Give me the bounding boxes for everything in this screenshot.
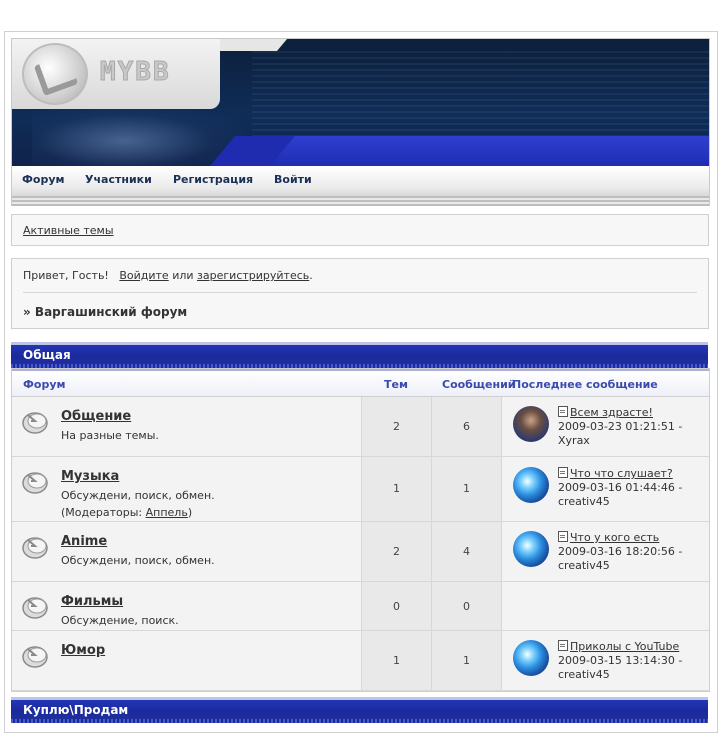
greeting-text: Привет, Гость!: [23, 269, 109, 282]
active-topics-box: [11, 214, 709, 246]
last-post-cell: [502, 397, 709, 456]
forum-cell: [12, 631, 362, 690]
moderators-suffix: ): [187, 506, 193, 519]
forum-desc-text: На разные темы.: [61, 429, 159, 442]
nav-register-link[interactable]: Регистрация: [173, 173, 254, 186]
document-icon: [558, 640, 568, 651]
end-punct: .: [309, 269, 313, 282]
topics-count-cell: [362, 522, 432, 581]
last-post-date: 2009-03-16 01:44:46 -: [558, 481, 683, 494]
table-row: [12, 397, 709, 457]
last-post-user[interactable]: creativ45: [558, 495, 610, 508]
table-row: [12, 631, 709, 691]
forum-status-icon: [22, 594, 50, 620]
register-link[interactable]: зарегистрируйтесь: [197, 269, 310, 282]
avatar[interactable]: [513, 640, 549, 676]
main-nav: [11, 166, 710, 196]
topics-count: 2: [393, 420, 400, 433]
forum-status-icon: [22, 534, 50, 560]
nav-forum-link[interactable]: Форум: [22, 173, 65, 186]
last-post-cell: [502, 631, 709, 690]
topics-count: 0: [393, 600, 400, 613]
forum-description: [61, 487, 215, 521]
last-post-info: [558, 406, 708, 448]
or-text: или: [172, 269, 194, 282]
table-row: [12, 522, 709, 582]
posts-count-cell: [432, 582, 502, 630]
last-post-cell: [502, 457, 709, 521]
greeting-line: [23, 269, 313, 282]
table-row: [12, 457, 709, 522]
last-post-cell: [502, 522, 709, 581]
nav-members-link[interactable]: Участники: [85, 173, 152, 186]
category-title[interactable]: Куплю\Продам: [23, 703, 129, 717]
posts-count: 6: [463, 420, 470, 433]
last-post-date: 2009-03-15 13:14:30 -: [558, 654, 683, 667]
banner-blue-band: [262, 136, 709, 167]
forum-status-icon: [22, 409, 50, 435]
welcome-box: [11, 258, 709, 329]
last-post-user[interactable]: creativ45: [558, 668, 610, 681]
document-icon: [558, 406, 568, 417]
forum-cell: [12, 397, 362, 456]
forum-description: [61, 612, 179, 629]
forum-status-icon: [22, 469, 50, 495]
forum-cell: [12, 582, 362, 630]
topics-count-cell: [362, 631, 432, 690]
posts-count: 1: [463, 654, 470, 667]
avatar[interactable]: [513, 467, 549, 503]
topics-count-cell: [362, 457, 432, 521]
last-post-date: 2009-03-23 01:21:51 -: [558, 420, 683, 433]
table-header-row: [12, 369, 709, 397]
moderator-link[interactable]: Аппель: [145, 506, 188, 519]
posts-count-cell: [432, 397, 502, 456]
category-title[interactable]: Общая: [23, 348, 71, 362]
category-header-general: [11, 342, 708, 368]
last-post-user[interactable]: Xyrax: [558, 434, 590, 447]
forum-description: [61, 427, 159, 444]
welcome-separator: [23, 292, 697, 293]
posts-count: 0: [463, 600, 470, 613]
category-header-buy-sell: [11, 697, 708, 723]
breadcrumb[interactable]: » Варгашинский форум: [23, 305, 188, 319]
forum-desc-text: Обсуждени, поиск, обмен.: [61, 489, 215, 502]
banner-stripes: [252, 51, 709, 139]
document-icon: [558, 531, 568, 542]
moderators-prefix: (Модераторы:: [61, 506, 146, 519]
table-row: [12, 582, 709, 631]
posts-count: 1: [463, 482, 470, 495]
posts-count-cell: [432, 457, 502, 521]
topics-count: 1: [393, 654, 400, 667]
forum-status-icon: [22, 643, 50, 669]
forum-cell: [12, 522, 362, 581]
posts-count-cell: [432, 522, 502, 581]
forum-description: [61, 552, 215, 569]
col-topics-header: Тем: [384, 378, 408, 391]
forum-cell: [12, 457, 362, 521]
avatar[interactable]: [513, 406, 549, 442]
last-post-info: [558, 640, 708, 682]
topics-count-cell: [362, 582, 432, 630]
last-post-user[interactable]: creativ45: [558, 559, 610, 572]
logo-text: MYBB: [100, 57, 171, 87]
avatar[interactable]: [513, 531, 549, 567]
forum-title-link[interactable]: Anime: [61, 534, 108, 549]
last-post-cell: [502, 582, 709, 630]
nav-divider: [11, 196, 710, 206]
topics-count: 1: [393, 482, 400, 495]
col-posts-header: Сообщений: [442, 378, 516, 391]
document-icon: [558, 467, 568, 478]
forum-title-link[interactable]: Фильмы: [61, 594, 124, 609]
forum-desc-text: Обсуждение, поиск.: [61, 614, 179, 627]
active-topics-link[interactable]: Активные темы: [23, 224, 114, 237]
last-post-link[interactable]: Что что слушает?: [570, 467, 673, 480]
forum-title-link[interactable]: Общение: [61, 409, 132, 424]
last-post-link[interactable]: Что у кого есть: [570, 531, 660, 544]
forum-title-link[interactable]: Юмор: [61, 643, 106, 658]
posts-count-cell: [432, 631, 502, 690]
col-last-header: Последнее сообщение: [512, 378, 658, 391]
last-post-date: 2009-03-16 18:20:56 -: [558, 545, 683, 558]
posts-count: 4: [463, 545, 470, 558]
forum-title-link[interactable]: Музыка: [61, 469, 120, 484]
forum-table: [11, 368, 710, 692]
col-forum-header: Форум: [23, 378, 66, 391]
topics-count-cell: [362, 397, 432, 456]
login-link[interactable]: Войдите: [119, 269, 169, 282]
last-post-info: [558, 467, 708, 509]
topics-count: 2: [393, 545, 400, 558]
logo-emblem-icon: [22, 43, 88, 105]
last-post-link[interactable]: Приколы с YouTube: [570, 640, 680, 653]
forum-desc-text: Обсуждени, поиск, обмен.: [61, 554, 215, 567]
site-header-banner: [11, 38, 710, 168]
last-post-info: [558, 531, 708, 573]
nav-login-link[interactable]: Войти: [274, 173, 312, 186]
last-post-link[interactable]: Всем здрасте!: [570, 406, 653, 419]
